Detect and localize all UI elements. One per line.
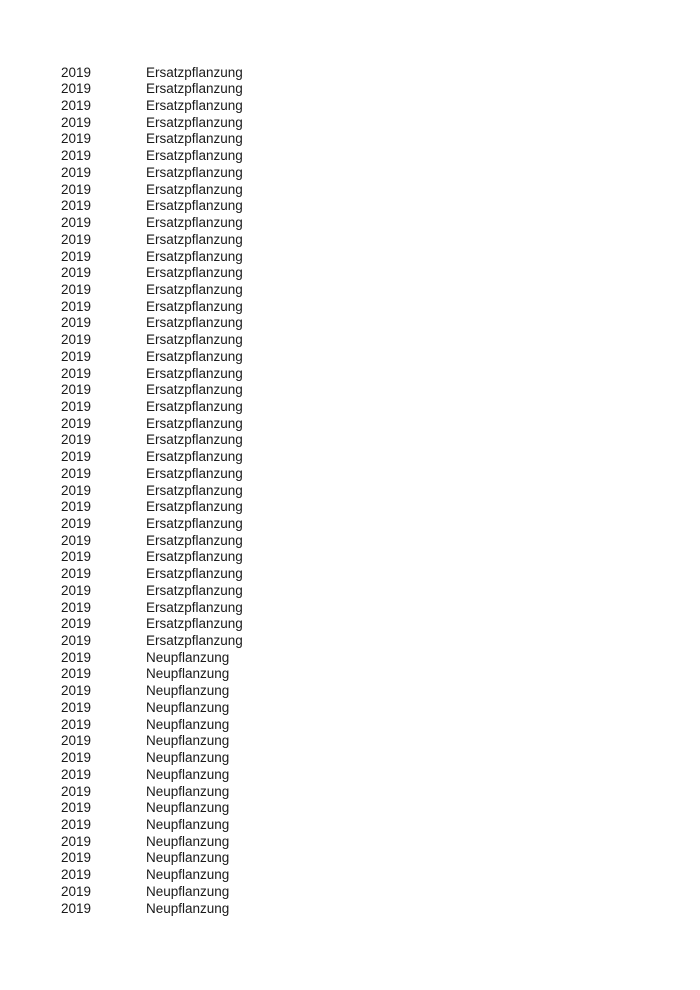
year-cell: 2019 bbox=[61, 81, 92, 97]
year-cell: 2019 bbox=[61, 315, 92, 331]
year-cell: 2019 bbox=[61, 900, 92, 916]
measure-cell: Ersatzpflanzung bbox=[146, 164, 243, 180]
table-row bbox=[61, 98, 243, 115]
table-row bbox=[61, 717, 243, 734]
year-cell: 2019 bbox=[61, 499, 92, 515]
table-row bbox=[61, 566, 243, 583]
measure-cell: Ersatzpflanzung bbox=[146, 332, 243, 348]
measure-cell: Ersatzpflanzung bbox=[146, 81, 243, 97]
year-cell: 2019 bbox=[61, 64, 92, 80]
table-row bbox=[61, 182, 243, 199]
measure-cell: Ersatzpflanzung bbox=[146, 281, 243, 297]
table-row bbox=[61, 817, 243, 834]
table-row bbox=[61, 198, 243, 215]
measure-cell: Neupflanzung bbox=[146, 816, 230, 832]
table-row bbox=[61, 533, 243, 550]
table-row bbox=[61, 416, 243, 433]
table-row bbox=[61, 850, 243, 867]
measure-cell: Neupflanzung bbox=[146, 867, 230, 883]
table-row bbox=[61, 131, 243, 148]
year-cell: 2019 bbox=[61, 633, 92, 649]
measure-cell: Neupflanzung bbox=[146, 766, 230, 782]
table-row bbox=[61, 332, 243, 349]
table-row bbox=[61, 549, 243, 566]
year-cell: 2019 bbox=[61, 382, 92, 398]
year-cell: 2019 bbox=[61, 482, 92, 498]
table-row bbox=[61, 432, 243, 449]
year-cell: 2019 bbox=[61, 666, 92, 682]
year-cell: 2019 bbox=[61, 850, 92, 866]
measure-cell: Ersatzpflanzung bbox=[146, 582, 243, 598]
year-cell: 2019 bbox=[61, 298, 92, 314]
measure-cell: Neupflanzung bbox=[146, 833, 230, 849]
table-row bbox=[61, 299, 243, 316]
table-row bbox=[61, 265, 243, 282]
table-row bbox=[61, 65, 243, 82]
table-row bbox=[61, 884, 243, 901]
year-cell: 2019 bbox=[61, 265, 92, 281]
measure-cell: Neupflanzung bbox=[146, 850, 230, 866]
year-cell: 2019 bbox=[61, 699, 92, 715]
year-cell: 2019 bbox=[61, 114, 92, 130]
measure-cell: Neupflanzung bbox=[146, 716, 230, 732]
measure-cell: Ersatzpflanzung bbox=[146, 549, 243, 565]
measure-cell: Ersatzpflanzung bbox=[146, 432, 243, 448]
year-cell: 2019 bbox=[61, 465, 92, 481]
measure-cell: Ersatzpflanzung bbox=[146, 482, 243, 498]
year-cell: 2019 bbox=[61, 198, 92, 214]
year-cell: 2019 bbox=[61, 398, 92, 414]
year-cell: 2019 bbox=[61, 716, 92, 732]
table-row bbox=[61, 666, 243, 683]
year-cell: 2019 bbox=[61, 750, 92, 766]
year-cell: 2019 bbox=[61, 332, 92, 348]
table-row bbox=[61, 148, 243, 165]
year-cell: 2019 bbox=[61, 231, 92, 247]
table-row bbox=[61, 81, 243, 98]
year-cell: 2019 bbox=[61, 415, 92, 431]
measure-cell: Ersatzpflanzung bbox=[146, 415, 243, 431]
table-row bbox=[61, 115, 243, 132]
year-cell: 2019 bbox=[61, 248, 92, 264]
measure-cell: Neupflanzung bbox=[146, 699, 230, 715]
year-cell: 2019 bbox=[61, 800, 92, 816]
year-cell: 2019 bbox=[61, 582, 92, 598]
table-row bbox=[61, 834, 243, 851]
measure-cell: Neupflanzung bbox=[146, 750, 230, 766]
measure-cell: Ersatzpflanzung bbox=[146, 215, 243, 231]
year-cell: 2019 bbox=[61, 683, 92, 699]
year-cell: 2019 bbox=[61, 281, 92, 297]
year-cell: 2019 bbox=[61, 883, 92, 899]
table-row bbox=[61, 349, 243, 366]
table-row bbox=[61, 633, 243, 650]
table-row bbox=[61, 600, 243, 617]
measure-cell: Ersatzpflanzung bbox=[146, 382, 243, 398]
measure-cell: Ersatzpflanzung bbox=[146, 298, 243, 314]
year-cell: 2019 bbox=[61, 733, 92, 749]
table-row bbox=[61, 901, 243, 918]
measure-cell: Ersatzpflanzung bbox=[146, 114, 243, 130]
year-cell: 2019 bbox=[61, 365, 92, 381]
measure-cell: Ersatzpflanzung bbox=[146, 516, 243, 531]
measure-cell: Ersatzpflanzung bbox=[146, 248, 243, 264]
table-row bbox=[61, 282, 243, 299]
measure-cell: Ersatzpflanzung bbox=[146, 566, 243, 582]
table-row bbox=[61, 800, 243, 817]
measure-cell: Neupflanzung bbox=[146, 883, 230, 899]
measure-cell: Ersatzpflanzung bbox=[146, 231, 243, 247]
year-cell: 2019 bbox=[61, 181, 92, 197]
table-row bbox=[61, 867, 243, 884]
year-cell: 2019 bbox=[61, 616, 92, 632]
measure-cell: Ersatzpflanzung bbox=[146, 499, 243, 515]
table-row bbox=[61, 382, 243, 399]
year-cell: 2019 bbox=[61, 833, 92, 849]
table-row bbox=[61, 165, 243, 182]
year-cell: 2019 bbox=[61, 98, 92, 114]
measure-cell: Ersatzpflanzung bbox=[146, 633, 243, 649]
table-row bbox=[61, 399, 243, 416]
year-cell: 2019 bbox=[61, 148, 92, 164]
measure-cell: Neupflanzung bbox=[146, 649, 230, 665]
measure-cell: Ersatzpflanzung bbox=[146, 398, 243, 414]
measure-cell: Neupflanzung bbox=[146, 666, 230, 682]
measure-cell: Ersatzpflanzung bbox=[146, 315, 243, 331]
measure-cell: Ersatzpflanzung bbox=[146, 532, 243, 548]
measure-cell: Ersatzpflanzung bbox=[146, 198, 243, 214]
table-row bbox=[61, 583, 243, 600]
year-cell: 2019 bbox=[61, 566, 92, 582]
table-row bbox=[61, 733, 243, 750]
year-cell: 2019 bbox=[61, 164, 92, 180]
table-row bbox=[61, 767, 243, 784]
year-cell: 2019 bbox=[61, 449, 92, 465]
measure-cell: Neupflanzung bbox=[146, 900, 230, 916]
year-cell: 2019 bbox=[61, 532, 92, 548]
table-row bbox=[61, 215, 243, 232]
table-row bbox=[61, 616, 243, 633]
year-cell: 2019 bbox=[61, 766, 92, 782]
table-row bbox=[61, 499, 243, 516]
table-row bbox=[61, 466, 243, 483]
table-row bbox=[61, 516, 243, 533]
year-cell: 2019 bbox=[61, 348, 92, 364]
measure-cell: Ersatzpflanzung bbox=[146, 265, 243, 281]
measure-cell: Ersatzpflanzung bbox=[146, 616, 243, 632]
year-cell: 2019 bbox=[61, 649, 92, 665]
measure-cell: Ersatzpflanzung bbox=[146, 98, 243, 114]
measure-cell: Ersatzpflanzung bbox=[146, 449, 243, 465]
measure-cell: Ersatzpflanzung bbox=[146, 365, 243, 381]
table-row bbox=[61, 683, 243, 700]
measure-cell: Ersatzpflanzung bbox=[146, 465, 243, 481]
table-row bbox=[61, 750, 243, 767]
table-row bbox=[61, 232, 243, 249]
planting-table bbox=[61, 65, 243, 918]
year-cell: 2019 bbox=[61, 816, 92, 832]
year-cell: 2019 bbox=[61, 215, 92, 231]
year-cell: 2019 bbox=[61, 432, 92, 448]
table-row bbox=[61, 449, 243, 466]
table-row bbox=[61, 650, 243, 667]
table-row bbox=[61, 784, 243, 801]
year-cell: 2019 bbox=[61, 867, 92, 883]
measure-cell: Neupflanzung bbox=[146, 800, 230, 816]
year-cell: 2019 bbox=[61, 131, 92, 147]
year-cell: 2019 bbox=[61, 516, 92, 531]
measure-cell: Neupflanzung bbox=[146, 733, 230, 749]
measure-cell: Neupflanzung bbox=[146, 683, 230, 699]
year-cell: 2019 bbox=[61, 783, 92, 799]
table-row bbox=[61, 366, 243, 383]
year-cell: 2019 bbox=[61, 599, 92, 615]
table-row bbox=[61, 483, 243, 500]
measure-cell: Ersatzpflanzung bbox=[146, 148, 243, 164]
table-row bbox=[61, 315, 243, 332]
measure-cell: Neupflanzung bbox=[146, 783, 230, 799]
measure-cell: Ersatzpflanzung bbox=[146, 64, 243, 80]
measure-cell: Ersatzpflanzung bbox=[146, 599, 243, 615]
table-row bbox=[61, 700, 243, 717]
measure-cell: Ersatzpflanzung bbox=[146, 131, 243, 147]
measure-cell: Ersatzpflanzung bbox=[146, 348, 243, 364]
year-cell: 2019 bbox=[61, 549, 92, 565]
table-row bbox=[61, 249, 243, 266]
measure-cell: Ersatzpflanzung bbox=[146, 181, 243, 197]
